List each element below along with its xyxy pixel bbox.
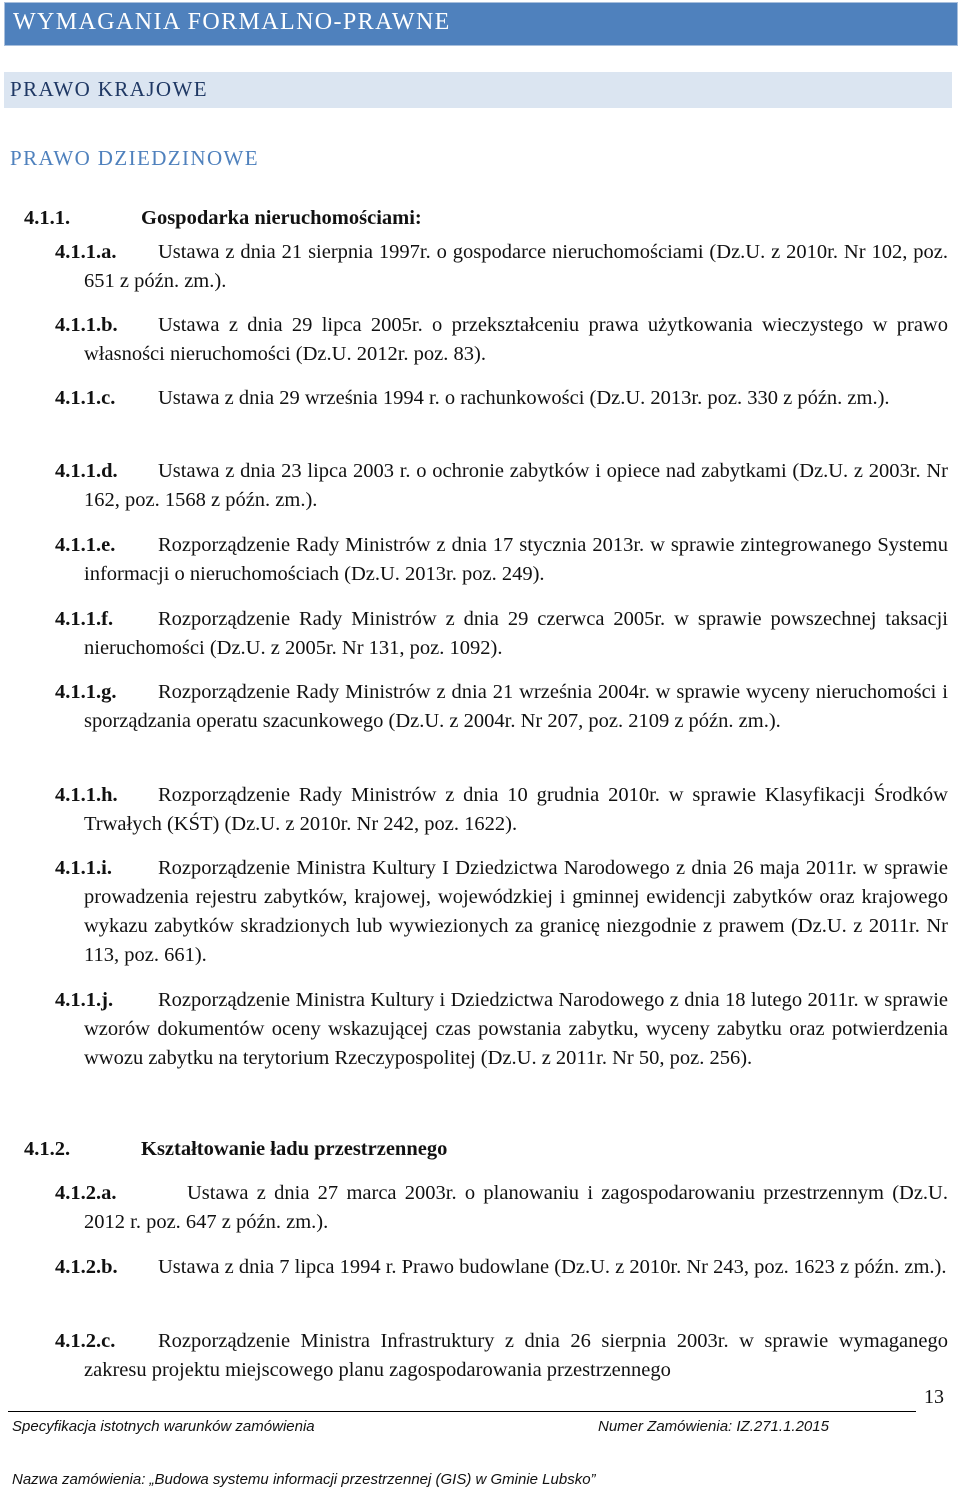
list-item [55, 678, 948, 736]
item-text: Rozporządzenie Ministra Infrastruktury z dnia 26 sierpnia 2003r. w sprawie wymaganego zakresu projektu miejscowego planu zagospodarowania przestrzennego [84, 1330, 948, 1381]
item-text: Rozporządzenie Rady Ministrów z dnia 17 stycznia 2013r. w sprawie zintegrowanego Systemu informacji o nieruchomościach (Dz.U. 2013r. poz. 249). [84, 534, 948, 585]
list-item [55, 311, 948, 369]
item-text: Ustawa z dnia 23 lipca 2003 r. o ochronie zabytków i opiece nad zabytkami (Dz.U. z 2003r. Nr 162, poz. 1568 z późn. zm.). [84, 460, 948, 511]
heading-level1: WYMAGANIA FORMALNO-PRAWNE [13, 9, 451, 35]
footer-spec-title: Specyfikacja istotnych warunków zamówienia [12, 1418, 315, 1435]
list-item [55, 605, 948, 663]
list-item [55, 986, 948, 1073]
item-code: 4.1.1.f. [55, 608, 114, 630]
item-text: Rozporządzenie Rady Ministrów z dnia 21 września 2004r. w sprawie wyceny nieruchomości i sporządzania operatu szacunkowego (Dz.U. z 2004r. Nr 207, poz. 2109 z późn. zm.). [84, 681, 948, 732]
item-code: 4.1.1.d. [55, 460, 118, 482]
item-text: Rozporządzenie Ministra Kultury i Dziedzictwa Narodowego z dnia 18 lutego 2011r. w sprawie wzorów dokumentów oceny wskazującej czas powstania zabytku, wyceny zabytku oraz potwierdzenia wwozu zabytku na terytorium Rzeczypospolitej (Dz.U. z 2011r. Nr 50, poz. 256). [84, 989, 948, 1069]
section-title: Kształtowanie ładu przestrzennego [141, 1138, 448, 1160]
list-item [55, 854, 948, 970]
heading-level1-bar [4, 2, 958, 46]
list-item [55, 781, 948, 839]
item-text: Ustawa z dnia 27 marca 2003r. o planowaniu i zagospodarowaniu przestrzennym (Dz.U. 2012 r. poz. 647 z późn. zm.). [84, 1182, 948, 1233]
list-item [55, 1179, 948, 1237]
section-title: Gospodarka nieruchomościami: [141, 207, 422, 229]
item-code: 4.1.2.c. [55, 1330, 116, 1352]
list-item [55, 1327, 948, 1385]
footer-divider [8, 1411, 916, 1412]
heading-level2: PRAWO KRAJOWE [10, 77, 208, 101]
section-number: 4.1.2. [24, 1138, 71, 1160]
list-item [55, 531, 948, 589]
item-code: 4.1.1.e. [55, 534, 116, 556]
item-code: 4.1.1.h. [55, 784, 118, 806]
item-text: Rozporządzenie Ministra Kultury I Dziedzictwa Narodowego z dnia 26 maja 2011r. w sprawie prowadzenia rejestru zabytków, krajowej, wojewódzkiej i gminnej ewidencji zabytków oraz krajowego wykazu zabytków skradzionych lub wywiezionych za granicę niezgodnie z prawem (Dz.U. z 2011r. Nr 113, poz. 661). [84, 857, 948, 966]
item-text: Ustawa z dnia 21 sierpnia 1997r. o gospodarce nieruchomościami (Dz.U. z 2010r. Nr 102, poz. 651 z późn. zm.). [84, 241, 948, 292]
footer-order-name: Nazwa zamówienia: „Budowa systemu informacji przestrzennej (GIS) w Gminie Lubsko” [12, 1471, 596, 1488]
item-code: 4.1.1.g. [55, 681, 117, 703]
page-number: 13 [924, 1386, 944, 1408]
item-text: Rozporządzenie Rady Ministrów z dnia 29 czerwca 2005r. w sprawie powszechnej taksacji nieruchomości (Dz.U. z 2005r. Nr 131, poz. 1092). [84, 608, 948, 659]
section-number: 4.1.1. [24, 207, 71, 229]
heading-level2-bar [4, 72, 952, 108]
item-text: Ustawa z dnia 29 września 1994 r. o rachunkowości (Dz.U. 2013r. poz. 330 z późn. zm.). [158, 387, 890, 409]
item-code: 4.1.2.a. [55, 1182, 117, 1204]
list-item [55, 384, 948, 413]
item-code: 4.1.2.b. [55, 1256, 118, 1278]
item-text: Ustawa z dnia 29 lipca 2005r. o przekształceniu prawa użytkowania wieczystego w prawo własności nieruchomości (Dz.U. 2012r. poz. 83). [84, 314, 948, 365]
list-item [55, 238, 948, 296]
list-item [55, 457, 948, 515]
item-code: 4.1.1.j. [55, 989, 114, 1011]
item-text: Ustawa z dnia 7 lipca 1994 r. Prawo budowlane (Dz.U. z 2010r. Nr 243, poz. 1623 z późn. zm.). [158, 1256, 947, 1278]
item-code: 4.1.1.c. [55, 387, 116, 409]
heading-level3: PRAWO DZIEDZINOWE [10, 146, 259, 170]
item-code: 4.1.1.i. [55, 857, 112, 879]
item-text: Rozporządzenie Rady Ministrów z dnia 10 grudnia 2010r. w sprawie Klasyfikacji Środków Trwałych (KŚT) (Dz.U. z 2010r. Nr 242, poz. 1622). [84, 784, 948, 835]
footer-order-number: Numer Zamówienia: IZ.271.1.2015 [598, 1418, 829, 1435]
item-code: 4.1.1.a. [55, 241, 117, 263]
item-code: 4.1.1.b. [55, 314, 118, 336]
list-item [55, 1253, 948, 1282]
